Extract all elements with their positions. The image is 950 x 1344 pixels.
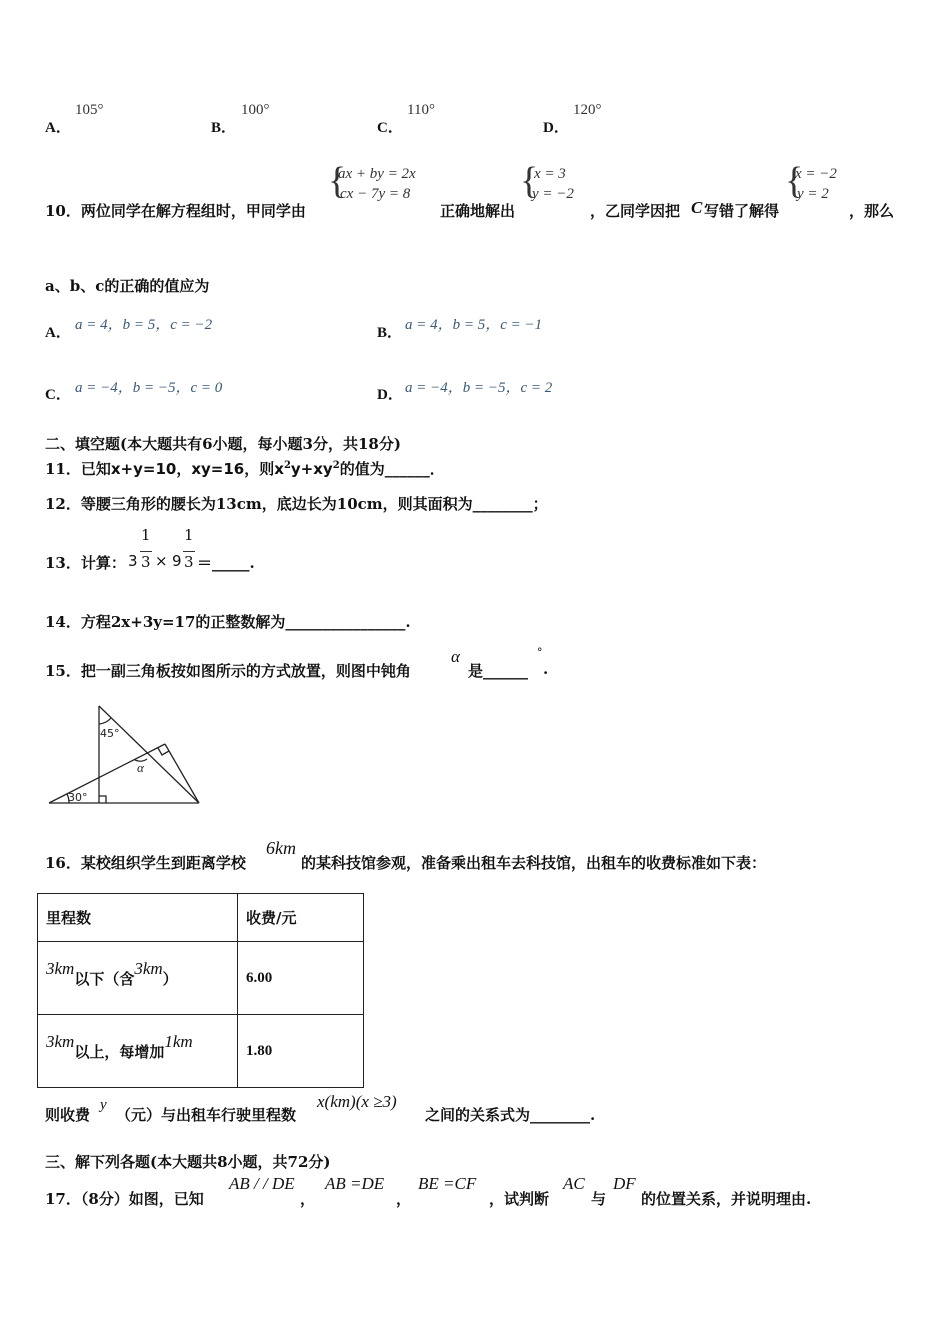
q10-option-a-letter: A． bbox=[45, 325, 71, 341]
q10-sys1-line2: cx − 7y = 8 bbox=[340, 186, 411, 202]
fare-table bbox=[37, 893, 364, 1088]
q10-text-2: 正确地解出 bbox=[440, 202, 516, 220]
table-header-distance: 里程数 bbox=[38, 894, 238, 942]
q9-option-d-value: 120° bbox=[573, 102, 602, 118]
q13-times: × bbox=[155, 552, 168, 570]
q10-option-a-value: a = 4，b = 5，c = −2 bbox=[75, 317, 213, 333]
q10-option-c-letter: C． bbox=[45, 387, 71, 403]
table-cell-distance bbox=[38, 942, 238, 1015]
fig-right-angle-mark-1 bbox=[99, 796, 106, 803]
q10-sys3-line2: y = 2 bbox=[797, 186, 829, 202]
q11-part-a: 11．已知 bbox=[45, 460, 111, 478]
q10-sys1-line1: ax + by = 2x bbox=[338, 166, 416, 182]
q10-c-variable: C bbox=[691, 198, 703, 217]
q10-sys2-line1: x = 3 bbox=[534, 166, 566, 182]
q16-tail-b: （元）与出租车行驶里程数 bbox=[116, 1106, 297, 1124]
q10-sys2-line2: y = −2 bbox=[532, 186, 574, 202]
q11-sup-2: 2 bbox=[332, 460, 340, 471]
fig-short-leg bbox=[165, 744, 199, 803]
q9-option-c-letter: C． bbox=[377, 120, 403, 136]
q15-alpha: α bbox=[451, 647, 460, 666]
q16-tail-c: 之间的关系式为________. bbox=[425, 1106, 596, 1124]
table-row bbox=[38, 942, 364, 1015]
q9-option-a-letter: A． bbox=[45, 120, 71, 136]
q13-den-2: 3 bbox=[184, 553, 194, 571]
q16-tail-a: 则收费 bbox=[45, 1106, 91, 1124]
q10-text-3: ，乙同学因把 bbox=[590, 202, 681, 220]
row2-mid: 以上，每增加 bbox=[74, 1042, 165, 1061]
q9-option-d-letter: D． bbox=[543, 120, 569, 136]
row1-km-2: 3km bbox=[134, 958, 163, 978]
q10-system-3: { x = −2 y = 2 bbox=[785, 160, 837, 202]
q17-text-a: 17．（8分）如图，已知 bbox=[45, 1190, 204, 1208]
q15-text-c: . bbox=[543, 660, 549, 678]
q10-system-2: { x = 3 y = −2 bbox=[520, 160, 574, 202]
fig-hypotenuse-30 bbox=[49, 744, 165, 803]
q13-label: 13．计算： bbox=[45, 554, 126, 572]
q13-tail: ＝_____. bbox=[197, 554, 255, 572]
q14-text: 14．方程2x+3y=17的正整数解为________________. bbox=[45, 613, 411, 631]
fig-hypotenuse-45 bbox=[99, 706, 199, 803]
section-3-heading: 三、解下列各题(本大题共8小题，共72分) bbox=[45, 1153, 331, 1171]
q15-text-a: 15．把一副三角板按如图所示的方式放置，则图中钝角 bbox=[45, 662, 411, 680]
q17-text-d: 的位置关系，并说明理由. bbox=[641, 1190, 812, 1208]
q10-option-d-letter: D． bbox=[377, 387, 403, 403]
q11-text bbox=[45, 458, 445, 479]
row1-mid: 以下（含 bbox=[74, 969, 135, 988]
q10-system-1: { ax + by = 2x cx − 7y = 8 bbox=[328, 160, 416, 202]
table-cell-fee: 6.00 bbox=[238, 942, 364, 1015]
q16-tail-y: y bbox=[100, 1097, 107, 1113]
fig-label-45: 45° bbox=[100, 727, 120, 740]
q13-num-2: 1 bbox=[184, 526, 194, 544]
q17-text-b: ，试判断 bbox=[489, 1190, 550, 1208]
q13-frac-bar-1 bbox=[140, 551, 152, 552]
row1-end: ） bbox=[162, 969, 178, 988]
table-header-row bbox=[38, 894, 364, 942]
fig-label-30: 30° bbox=[68, 791, 88, 804]
fig-arc-45 bbox=[99, 718, 111, 724]
q12-text: 12．等腰三角形的腰长为13cm，底边长为10cm，则其面积为________； bbox=[45, 495, 548, 513]
q13-num-1: 1 bbox=[141, 526, 151, 544]
q16-tail-expr: x(km)(x ≥3) bbox=[317, 1092, 397, 1111]
table-cell-distance bbox=[38, 1015, 238, 1088]
section-2-heading: 二、填空题(本大题共有6小题，每小题3分，共18分) bbox=[45, 435, 401, 453]
q10-text-4: 写错了解得 bbox=[704, 202, 780, 220]
q17-text-c: 与 bbox=[591, 1190, 607, 1208]
row2-km-1: 3km bbox=[46, 1031, 75, 1051]
q9-option-b-value: 100° bbox=[241, 102, 270, 118]
q15-text-b: 是______ bbox=[468, 662, 529, 680]
q17-cond-1: AB / / DE bbox=[229, 1174, 295, 1193]
q17-cond-3: BE =CF bbox=[418, 1174, 477, 1193]
q13-whole-2: 9 bbox=[172, 552, 182, 570]
q11-part-b: x+y=10，xy=16，则 bbox=[110, 460, 275, 478]
q11-part-d: y+xy bbox=[290, 460, 333, 478]
q16-text-b: 的某科技馆参观，准备乘出租车去科技馆，出租车的收费标准如下表： bbox=[301, 854, 767, 872]
q13-den-1: 3 bbox=[141, 553, 151, 571]
q10-sys3-line1: x = −2 bbox=[795, 166, 837, 182]
table-header-fee: 收费/元 bbox=[238, 894, 364, 942]
q17-var-2: DF bbox=[613, 1174, 636, 1193]
q17-var-1: AC bbox=[563, 1174, 585, 1193]
triangle-figure bbox=[45, 700, 205, 810]
q17-sep-2: ， bbox=[396, 1190, 412, 1208]
row2-km-2: 1km bbox=[164, 1031, 193, 1051]
q11-part-e: 的值为______． bbox=[339, 460, 445, 478]
q10-option-b-value: a = 4，b = 5，c = −1 bbox=[405, 317, 543, 333]
q16-text-a: 16．某校组织学生到距离学校 bbox=[45, 854, 246, 872]
q17-cond-2: AB =DE bbox=[325, 1174, 385, 1193]
row1-km-1: 3km bbox=[46, 958, 75, 978]
q10-line-2: a、b、c的正确的值应为 bbox=[45, 277, 210, 295]
q9-option-c-value: 110° bbox=[407, 102, 435, 118]
q16-distance: 6km bbox=[266, 838, 296, 858]
table-row bbox=[38, 1015, 364, 1088]
q10-option-b-letter: B． bbox=[377, 325, 403, 341]
table-cell-fee: 1.80 bbox=[238, 1015, 364, 1088]
q10-text-1: 10．两位同学在解方程组时，甲同学由 bbox=[45, 202, 306, 220]
q11-sup-1: 2 bbox=[283, 460, 291, 471]
q13-frac-bar-2 bbox=[183, 551, 195, 552]
q9-option-a-value: 105° bbox=[75, 102, 104, 118]
fig-label-alpha: α bbox=[137, 760, 144, 775]
q13-whole-1: 3 bbox=[128, 552, 138, 570]
q15-degree: ° bbox=[537, 646, 543, 659]
q10-option-c-value: a = −4，b = −5，c = 0 bbox=[75, 380, 223, 396]
q10-option-d-value: a = −4，b = −5，c = 2 bbox=[405, 380, 553, 396]
q11-part-c: x bbox=[274, 460, 284, 478]
q17-sep-1: ， bbox=[300, 1190, 316, 1208]
q10-text-5: ，那么 bbox=[849, 202, 895, 220]
q9-option-b-letter: B． bbox=[211, 120, 237, 136]
